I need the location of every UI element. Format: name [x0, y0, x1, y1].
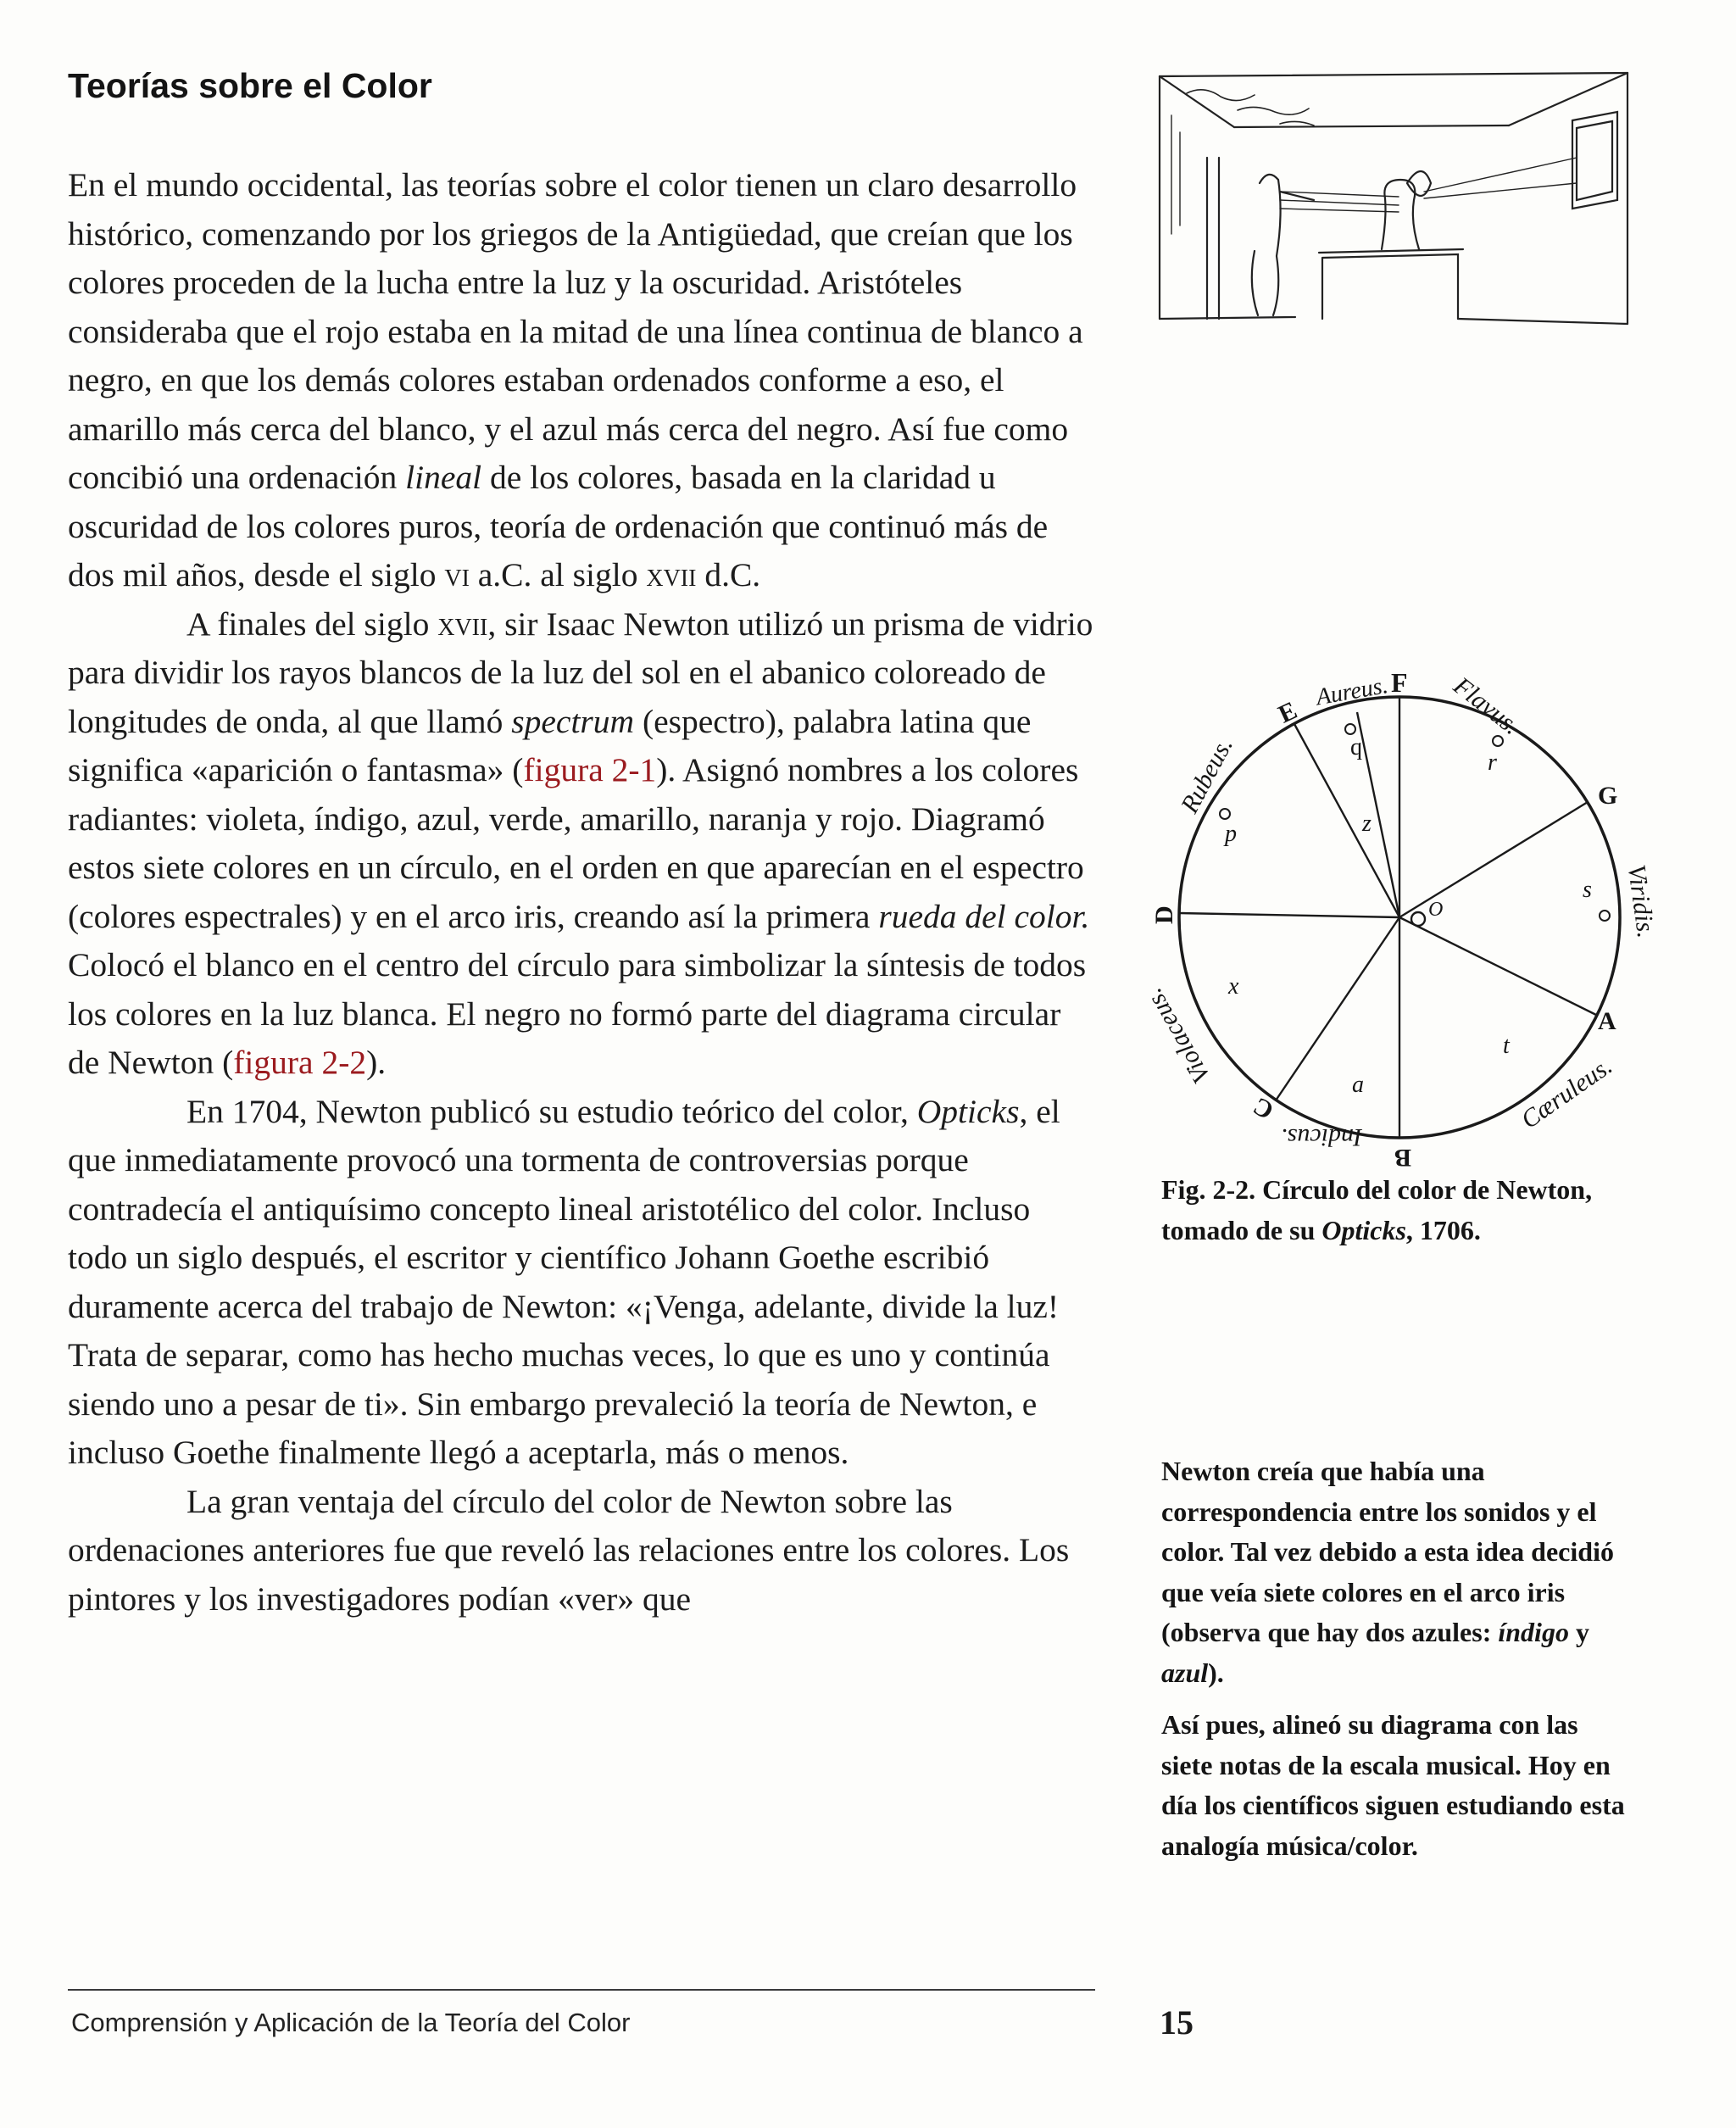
- sketch-window: [1572, 112, 1617, 209]
- figure-2-2-link[interactable]: figura 2-2: [233, 1044, 367, 1081]
- wheel-letter-B: B: [1394, 1144, 1411, 1172]
- wheel-inner-letter-x: x: [1228, 973, 1239, 1000]
- wheel-name-violaceus: Violaceus.: [1139, 983, 1216, 1089]
- sketch-shutter-post: [1207, 158, 1219, 319]
- page-number: 15: [1160, 2003, 1194, 2042]
- paragraph-1: [68, 161, 1093, 600]
- text-run: , sir Isaac Newton utilizó un prisma de vidrio para dividir los rayos blancos de la luz del sol en el abanico coloreado de longitudes de onda, al que llamó: [68, 604, 1093, 740]
- sketch-corner-line-2: [1160, 76, 1234, 127]
- paragraph-2: [68, 600, 1093, 1088]
- text-run: La gran ventaja del círculo del color de Newton sobre las ordenaciones anteriores fue que reveló las relaciones entre los colores. Los pintores y los investigadores podían «ver» que: [68, 1482, 1070, 1618]
- center-circle-o: [1411, 912, 1425, 926]
- text-run: a.C. al siglo: [469, 556, 647, 593]
- century-numeral: xvii: [646, 556, 697, 593]
- wheel-inner-letter-s: s: [1583, 877, 1592, 903]
- radius-to-E: [1294, 724, 1399, 917]
- marker-s: [1600, 911, 1610, 921]
- paragraph-4: [68, 1478, 1093, 1624]
- newton-color-circle: [1139, 667, 1661, 1172]
- wheel-letter-E: E: [1274, 696, 1302, 729]
- text-run: , el que inmediatamente provocó una tormenta de controversias porque contradecía el antiquísimo concepto lineal aristotélico del color. Incluso todo un siglo después, el escritor y científico Johann Goethe escribió duramente acerca del trabajo de Newton: «¡Venga, adelante, divide la luz! Trata de separar, como has hecho muchas veces, lo que es uno y continúa siendo uno a pesar de ti». Sin embargo prevaleció la teoría de Newton, e incluso Goethe finalmente llegó a aceptarla, más o menos.: [68, 1092, 1060, 1471]
- marker-p: [1220, 809, 1230, 819]
- sketch-back-wall-top: [1234, 125, 1509, 127]
- sketch-person: [1252, 175, 1314, 315]
- sidebar-note: [1161, 1451, 1628, 1878]
- wheel-inner-letter-r: r: [1488, 749, 1497, 776]
- paragraph-3: [68, 1088, 1093, 1478]
- wheel-name-caeruleus: Cæruleus.: [1516, 1051, 1617, 1134]
- note-text: Newton creía que había una correspondencia entre los sonidos y el color. Tal vez debido a esta idea decidió que veía siete colores en el arco iris (observa que hay dos azules:: [1161, 1456, 1614, 1647]
- footer-divider: [68, 1989, 1095, 1991]
- note-italic-indigo: índigo: [1498, 1617, 1569, 1647]
- sketch-table: [1319, 249, 1463, 319]
- wheel-inner-letter-a: a: [1352, 1072, 1364, 1098]
- sketch-light-rays: [1280, 158, 1577, 212]
- figure-caption: [1161, 1170, 1628, 1251]
- wheel-inner-letter-q: q: [1350, 734, 1362, 760]
- figure-2-1-link[interactable]: figura 2-1: [523, 751, 657, 788]
- main-text: [68, 161, 1093, 1624]
- wheel-inner-letter-p: p: [1225, 821, 1237, 847]
- text-run: En 1704, Newton publicó su estudio teórico del color,: [186, 1092, 917, 1130]
- text-run: de los colores, basada en la claridad u oscuridad de los colores puros, teoría de ordenación que continuó más de dos mil años, desde el siglo: [68, 459, 1049, 593]
- wheel-inner-letter-z: z: [1362, 811, 1372, 837]
- radius-to-D: [1179, 913, 1399, 917]
- sketch-floor-line: [1160, 317, 1628, 324]
- century-numeral: xvii: [437, 604, 488, 643]
- note-text: ).: [1208, 1657, 1224, 1688]
- caption-italic-opticks: Opticks: [1321, 1214, 1406, 1245]
- sketch-vertical-writing: [1171, 115, 1180, 234]
- marker-r: [1493, 736, 1503, 746]
- wheel-letter-D: D: [1150, 905, 1178, 924]
- italic-term-lineal: lineal: [405, 459, 482, 496]
- wheel-inner-letter-t: t: [1503, 1033, 1510, 1059]
- text-run: A finales del siglo: [186, 604, 438, 643]
- wheel-center-label-o: O: [1428, 899, 1444, 921]
- wheel-letter-A: A: [1598, 1007, 1616, 1035]
- text-run: (espectro), palabra latina que significa «aparición o fantasma» (: [68, 702, 1032, 788]
- text-run: En el mundo occidental, las teorías sobre el color tienen un claro desarrollo histórico, comenzando por los griegos de la Antigüedad, que creían que los colores proceden de la lucha entre la luz y la oscuridad. Aristóteles consideraba que el rojo estaba en la mitad de una línea continua de blanco a negro, en que los demás colores estaban ordenados conforme a eso, el amarillo más cerca del blanco, y el azul más cerca del negro. Así fue como concibió una ordenación: [68, 166, 1083, 496]
- wheel-letter-G: G: [1598, 782, 1618, 810]
- wheel-letter-F: F: [1391, 667, 1408, 698]
- note-text: y: [1568, 1617, 1589, 1647]
- caption-text: Fig. 2-2. Círculo del color de Newton, tomado de su: [1161, 1174, 1593, 1245]
- sketch-ceiling-line: [1160, 73, 1628, 76]
- wheel-name-aureus: Aureus.: [1314, 672, 1390, 711]
- section-heading: Teorías sobre el Color: [68, 66, 432, 105]
- text-run: Colocó el blanco en el centro del círculo para simbolizar la síntesis de todos los colores en la luz blanca. El negro no formó parte del diagrama circular de Newton (: [68, 946, 1087, 1081]
- italic-term-opticks: Opticks: [916, 1092, 1020, 1130]
- note-italic-azul: azul: [1161, 1657, 1209, 1688]
- marker-q: [1345, 724, 1355, 734]
- wheel-letter-C: C: [1248, 1091, 1279, 1125]
- italic-term-rueda: rueda del color.: [878, 897, 1090, 935]
- sketch-corner-line: [1509, 73, 1628, 125]
- wheel-name-rubeus: Rubeus.: [1175, 733, 1238, 818]
- sketch-prism-stand: [1382, 180, 1419, 249]
- footer-book-title: Comprensión y Aplicación de la Teoría del Color: [71, 2008, 631, 2037]
- wheel-name-indicus: Indicus.: [1281, 1123, 1362, 1151]
- radius-to-A: [1399, 917, 1598, 1016]
- wheel-name-flavus: Flavus.: [1448, 671, 1526, 741]
- italic-term-spectrum: spectrum: [511, 702, 635, 740]
- note-paragraph-2: Así pues, alineó su diagrama con las siete notas de la escala musical. Hoy en día los científicos siguen estudiando esta analogía música/color.: [1161, 1709, 1625, 1861]
- caption-text: , 1706.: [1405, 1214, 1481, 1245]
- text-run: ). Asignó nombres a los colores radiantes: violeta, índigo, azul, verde, amarillo, naranja y rojo. Diagramó estos siete colores en un círculo, en el orden en que aparecían en el espectro (colores espectrales) y en el arco iris, creando así la primera: [68, 751, 1084, 935]
- note-paragraph-1: [1161, 1451, 1628, 1693]
- century-numeral: vi: [444, 556, 470, 593]
- prism-experiment-sketch: [1153, 64, 1636, 353]
- text-run: ).: [366, 1044, 387, 1081]
- wheel-name-viridis: Viridis.: [1622, 862, 1661, 940]
- radius-to-C: [1276, 917, 1399, 1100]
- text-run: d.C.: [696, 556, 761, 593]
